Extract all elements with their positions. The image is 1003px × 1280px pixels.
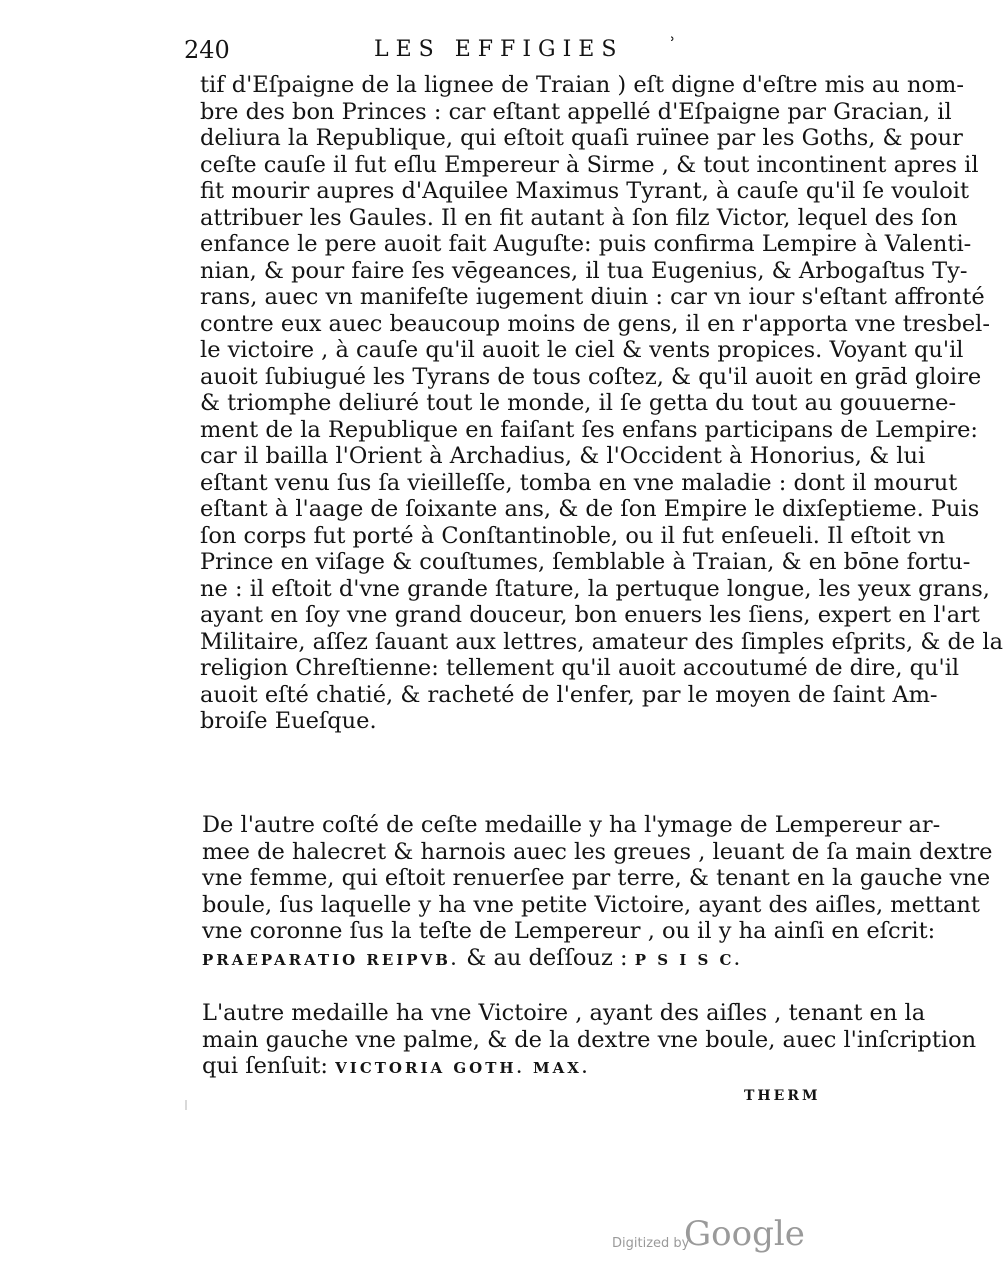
text-line: vne femme, qui eſtoit renuerſee par terre, & tenant en la gauche vne xyxy=(202,865,991,891)
text-line: auoit ſubiugué les Tyrans de tous coſtez, & qu'il auoit en grād gloire xyxy=(200,363,982,390)
text-line: ne : il eſtoit d'vne grande ſtature, la pertuque longue, les yeux grans, xyxy=(200,575,990,602)
text-line: vne coronne ſus la teſte de Lempereur , ou il y ha ainſi en eſcrit: xyxy=(202,918,936,944)
inscription-caps: VICTORIA GOTH. MAX. xyxy=(335,1059,591,1077)
running-head-mark: ʾ xyxy=(670,34,676,55)
text-line: & triomphe deliuré tout le monde, il ſe getta du tout au gouuerne- xyxy=(200,390,957,416)
text-line: contre eux auec beaucoup moins de gens, il en r'apporta vne tresbel- xyxy=(200,310,990,337)
text-line: auoit eſté chatié, & racheté de l'enfer, par le moyen de ſaint Am- xyxy=(200,681,938,708)
text-line: eſtant à l'aage de ſoixante ans, & de ſon Empire le dixſeptieme. Puis xyxy=(200,496,980,522)
page-number: 240 xyxy=(184,36,230,64)
inscription-prefix: qui ſenſuit: xyxy=(202,1053,336,1079)
text-line: broiſe Eueſque. xyxy=(200,708,377,734)
inscription-line xyxy=(202,945,832,972)
text-line: religion Chreſtienne: tellement qu'il auoit accoutumé de dire, qu'il xyxy=(200,655,960,681)
text-line: rans, auec vn manifeſte iugement diuin : car vn iour s'eſtant affronté xyxy=(200,284,985,310)
text-line: car il bailla l'Orient à Archadius, & l'Occident à Honorius, & lui xyxy=(200,443,926,469)
watermark-caption: Digitized by xyxy=(612,1236,690,1251)
inscription-caps: PRAEPARATIO REIPVB. xyxy=(202,950,460,969)
text-line: Prince en viſage & couſtumes, ſemblable à Traian, & en bōne fortu- xyxy=(200,549,971,575)
text-line: deliura la Republique, qui eſtoit quaſi ruïnee par les Goths, & pour xyxy=(200,125,963,151)
inscription-connector: & au deſſouz : xyxy=(459,944,635,971)
text-line: fit mourir aupres d'Aquilee Maximus Tyrant, à cauſe qu'il ſe vouloit xyxy=(200,178,970,204)
text-line: le victoire , à cauſe qu'il auoit le ciel & vents propices. Voyant qu'il xyxy=(200,337,964,363)
text-line: mee de halecret & harnois auec les greues , leuant de ſa main dextre xyxy=(202,838,993,865)
inscription-caps: P S I S C. xyxy=(634,950,743,969)
text-line: ceſte cauſe il fut eſlu Empereur à Sirme , & tout incontinent apres il xyxy=(200,151,979,178)
text-line: enfance le pere auoit fait Auguſte: puis confirma Lempire à Valenti- xyxy=(200,231,972,257)
text-line: tif d'Eſpaigne de la lignee de Traian ) eſt digne d'eſtre mis au nom- xyxy=(200,72,964,98)
text-line: ſon corps fut porté à Conſtantinoble, ou il fut enſeueli. Il eſtoit vn xyxy=(200,522,946,549)
page-header xyxy=(184,36,704,66)
text-line: eſtant venu ſus ſa vieilleſſe, tomba en vne maladie : dont il mourut xyxy=(200,469,958,496)
text-line: ment de la Republique en faiſant ſes enfans participans de Lempire: xyxy=(200,416,979,443)
paragraph-medal-reverse xyxy=(202,812,993,971)
paragraph-biography xyxy=(200,72,1003,735)
text-line: bre des bon Princes : car eſtant appellé d'Eſpaigne par Gracian, il xyxy=(200,98,952,125)
inscription-line xyxy=(202,1053,832,1080)
text-line: boule, ſus laquelle y ha vne petite Victoire, ayant des aiſles, mettant xyxy=(202,891,980,918)
scan-mark xyxy=(185,1100,187,1110)
text-line: De l'autre coſté de ceſte medaille y ha l'ymage de Lempereur ar- xyxy=(202,812,941,838)
text-line: attribuer les Gaules. Il en fit autant à ſon filz Victor, lequel des ſon xyxy=(200,204,958,231)
running-head: LES EFFIGIES xyxy=(374,37,624,62)
text-line: main gauche vne palme, & de la dextre vne boule, auec l'inſcription xyxy=(202,1026,977,1053)
catchword: THERM xyxy=(744,1088,821,1104)
text-line: nian, & pour faire ſes vēgeances, il tua Eugenius, & Arbogaſtus Ty- xyxy=(200,257,968,284)
text-line: ayant en ſoy vne grand douceur, bon enuers les ſiens, expert en l'art xyxy=(200,602,980,628)
text-line: Militaire, aſſez ſauant aux lettres, amateur des ſimples eſprits, & de la xyxy=(200,628,1003,655)
paragraph-other-medal xyxy=(202,1000,977,1080)
google-logo: Google xyxy=(684,1214,805,1254)
text-line: L'autre medaille ha vne Victoire , ayant des aiſles , tenant en la xyxy=(202,1000,926,1026)
